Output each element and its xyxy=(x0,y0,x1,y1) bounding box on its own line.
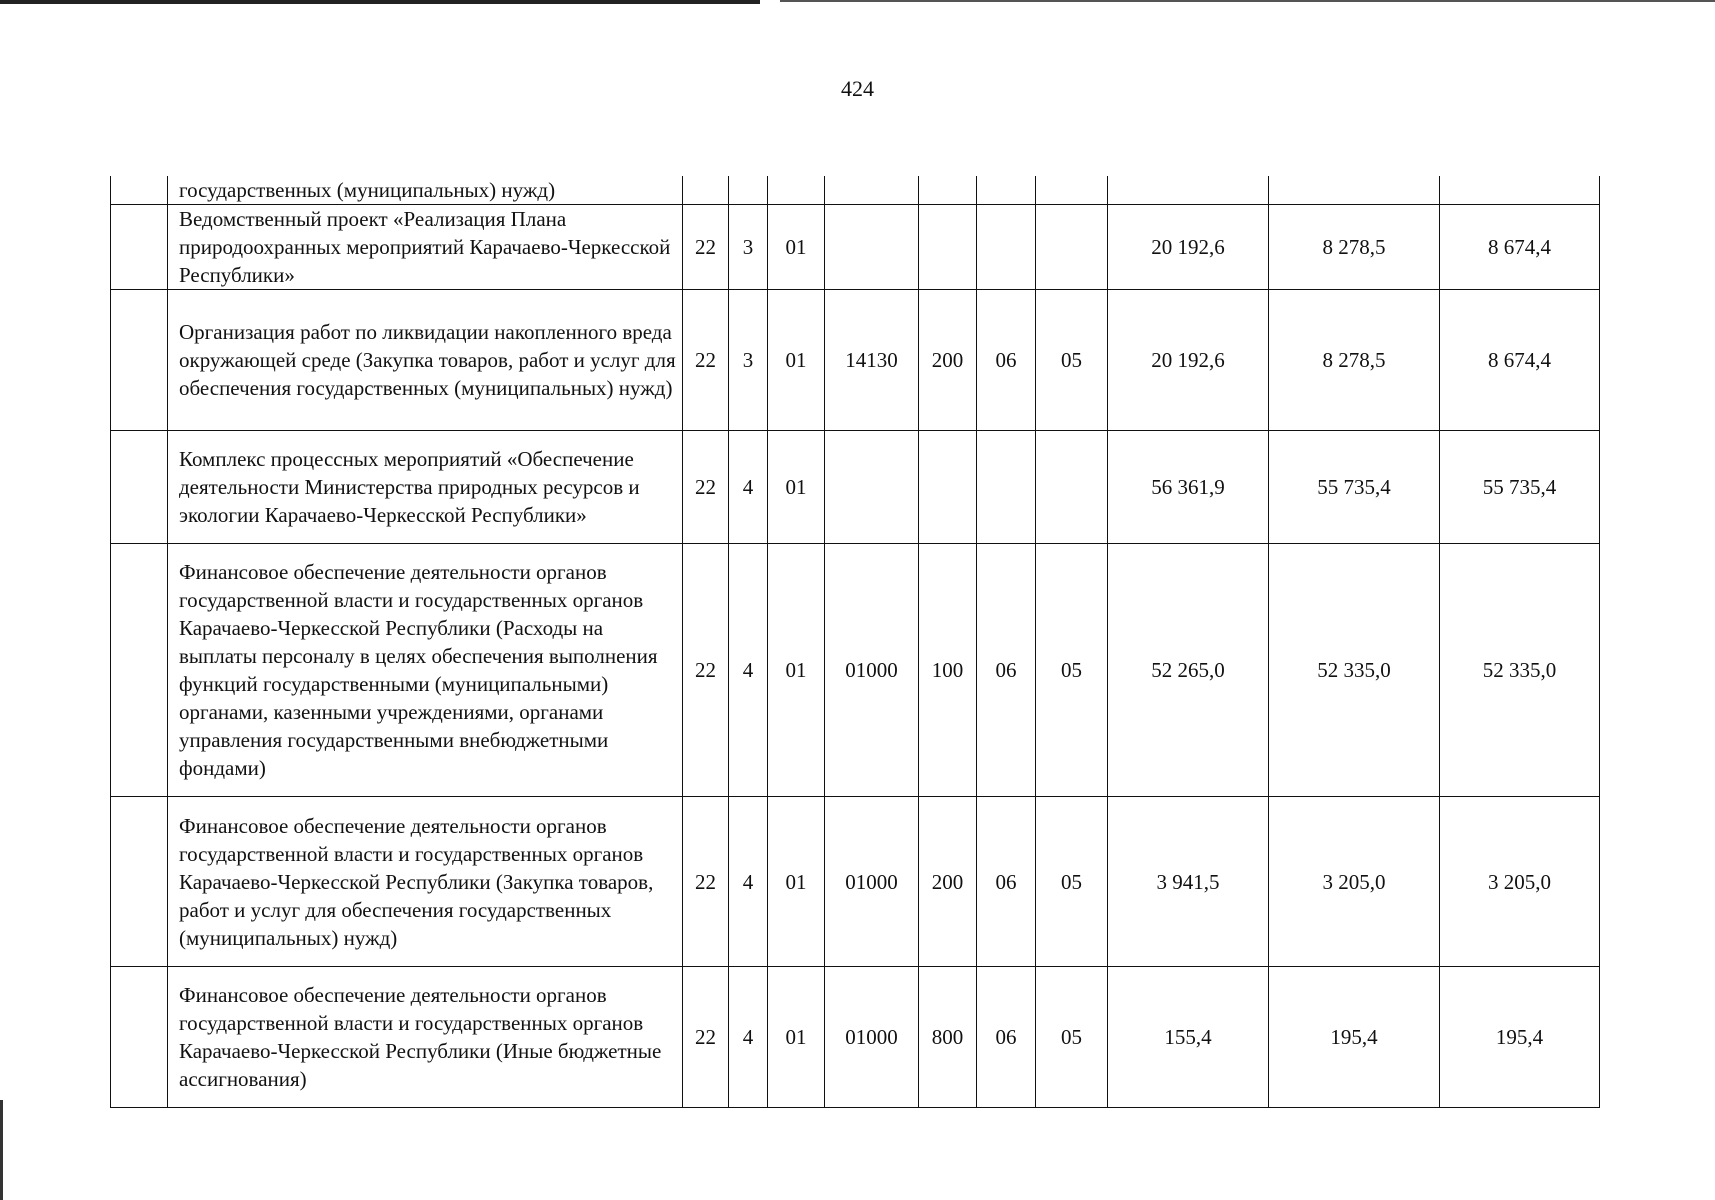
code-cell xyxy=(729,176,768,205)
row-number-cell xyxy=(111,290,168,431)
code-cell: 22 xyxy=(683,205,729,290)
item-name-cell: государственных (муниципальных) нужд) xyxy=(168,176,683,205)
scan-border-top-right xyxy=(780,0,1715,2)
code-cell: 06 xyxy=(977,544,1036,797)
code-cell: 3 xyxy=(729,290,768,431)
row-number-cell xyxy=(111,967,168,1108)
amount-cell: 8 674,4 xyxy=(1440,205,1600,290)
item-name-cell: Финансовое обеспечение деятельности органов государственной власти и государственных органов Карачаево-Черкесской Республики (Расходы на выплаты персоналу в целях обеспечения выполнения функций государственными (муниципальными) органами, казенными учреждениями, органами управления государственными внебюджетными фондами) xyxy=(168,544,683,797)
code-cell xyxy=(768,176,825,205)
amount-cell: 8 278,5 xyxy=(1269,205,1440,290)
amount-cell xyxy=(1440,176,1600,205)
item-name-cell: Комплекс процессных мероприятий «Обеспечение деятельности Министерства природных ресурсов и экологии Карачаево-Черкесской Республики» xyxy=(168,431,683,544)
amount-cell: 55 735,4 xyxy=(1269,431,1440,544)
code-cell xyxy=(825,205,919,290)
table-row xyxy=(111,967,1600,1108)
code-cell: 01 xyxy=(768,431,825,544)
code-cell xyxy=(683,176,729,205)
table-row xyxy=(111,544,1600,797)
code-cell: 01000 xyxy=(825,797,919,967)
code-cell xyxy=(825,176,919,205)
code-cell: 05 xyxy=(1036,967,1108,1108)
code-cell xyxy=(919,176,977,205)
amount-cell: 195,4 xyxy=(1440,967,1600,1108)
amount-cell: 3 205,0 xyxy=(1440,797,1600,967)
code-cell: 05 xyxy=(1036,290,1108,431)
code-cell: 800 xyxy=(919,967,977,1108)
amount-cell: 3 205,0 xyxy=(1269,797,1440,967)
code-cell: 22 xyxy=(683,967,729,1108)
amount-cell: 8 674,4 xyxy=(1440,290,1600,431)
code-cell xyxy=(825,431,919,544)
item-name-cell: Ведомственный проект «Реализация Плана природоохранных мероприятий Карачаево-Черкесской Республики» xyxy=(168,205,683,290)
code-cell: 4 xyxy=(729,544,768,797)
scan-border-top xyxy=(0,0,760,4)
scan-border-left xyxy=(0,1100,3,1200)
table-row xyxy=(111,290,1600,431)
code-cell: 01 xyxy=(768,544,825,797)
code-cell: 4 xyxy=(729,797,768,967)
code-cell: 01 xyxy=(768,290,825,431)
code-cell: 4 xyxy=(729,431,768,544)
table-body xyxy=(111,176,1600,1108)
row-number-cell xyxy=(111,176,168,205)
code-cell: 01000 xyxy=(825,967,919,1108)
table-row xyxy=(111,176,1600,205)
code-cell: 22 xyxy=(683,431,729,544)
amount-cell: 20 192,6 xyxy=(1108,290,1269,431)
amount-cell: 3 941,5 xyxy=(1108,797,1269,967)
table-row xyxy=(111,205,1600,290)
code-cell: 05 xyxy=(1036,797,1108,967)
page-number: 424 xyxy=(841,76,874,101)
amount-cell xyxy=(1269,176,1440,205)
row-number-cell xyxy=(111,205,168,290)
code-cell: 3 xyxy=(729,205,768,290)
table-row xyxy=(111,431,1600,544)
code-cell xyxy=(1036,176,1108,205)
table-row xyxy=(111,797,1600,967)
amount-cell: 56 361,9 xyxy=(1108,431,1269,544)
code-cell: 4 xyxy=(729,967,768,1108)
code-cell: 22 xyxy=(683,290,729,431)
code-cell: 100 xyxy=(919,544,977,797)
item-name-cell: Организация работ по ликвидации накопленного вреда окружающей среде (Закупка товаров, работ и услуг для обеспечения государственных (муниципальных) нужд) xyxy=(168,290,683,431)
amount-cell: 155,4 xyxy=(1108,967,1269,1108)
amount-cell: 52 265,0 xyxy=(1108,544,1269,797)
amount-cell: 8 278,5 xyxy=(1269,290,1440,431)
code-cell: 200 xyxy=(919,797,977,967)
code-cell xyxy=(1036,431,1108,544)
row-number-cell xyxy=(111,431,168,544)
amount-cell: 52 335,0 xyxy=(1269,544,1440,797)
budget-table xyxy=(110,176,1600,1108)
row-number-cell xyxy=(111,797,168,967)
code-cell: 200 xyxy=(919,290,977,431)
code-cell: 22 xyxy=(683,544,729,797)
item-name-cell: Финансовое обеспечение деятельности органов государственной власти и государственных органов Карачаево-Черкесской Республики (Иные бюджетные ассигнования) xyxy=(168,967,683,1108)
code-cell: 06 xyxy=(977,967,1036,1108)
row-number-cell xyxy=(111,544,168,797)
code-cell: 06 xyxy=(977,797,1036,967)
code-cell xyxy=(919,205,977,290)
item-name-cell: Финансовое обеспечение деятельности органов государственной власти и государственных органов Карачаево-Черкесской Республики (Закупка товаров, работ и услуг для обеспечения государственных (муниципальных) нужд) xyxy=(168,797,683,967)
amount-cell: 20 192,6 xyxy=(1108,205,1269,290)
amount-cell: 195,4 xyxy=(1269,967,1440,1108)
code-cell xyxy=(977,205,1036,290)
code-cell: 06 xyxy=(977,290,1036,431)
code-cell: 14130 xyxy=(825,290,919,431)
code-cell xyxy=(977,176,1036,205)
amount-cell xyxy=(1108,176,1269,205)
code-cell: 22 xyxy=(683,797,729,967)
amount-cell: 52 335,0 xyxy=(1440,544,1600,797)
code-cell xyxy=(919,431,977,544)
code-cell: 01 xyxy=(768,205,825,290)
code-cell xyxy=(977,431,1036,544)
code-cell: 01 xyxy=(768,967,825,1108)
code-cell: 01000 xyxy=(825,544,919,797)
code-cell xyxy=(1036,205,1108,290)
amount-cell: 55 735,4 xyxy=(1440,431,1600,544)
code-cell: 05 xyxy=(1036,544,1108,797)
code-cell: 01 xyxy=(768,797,825,967)
